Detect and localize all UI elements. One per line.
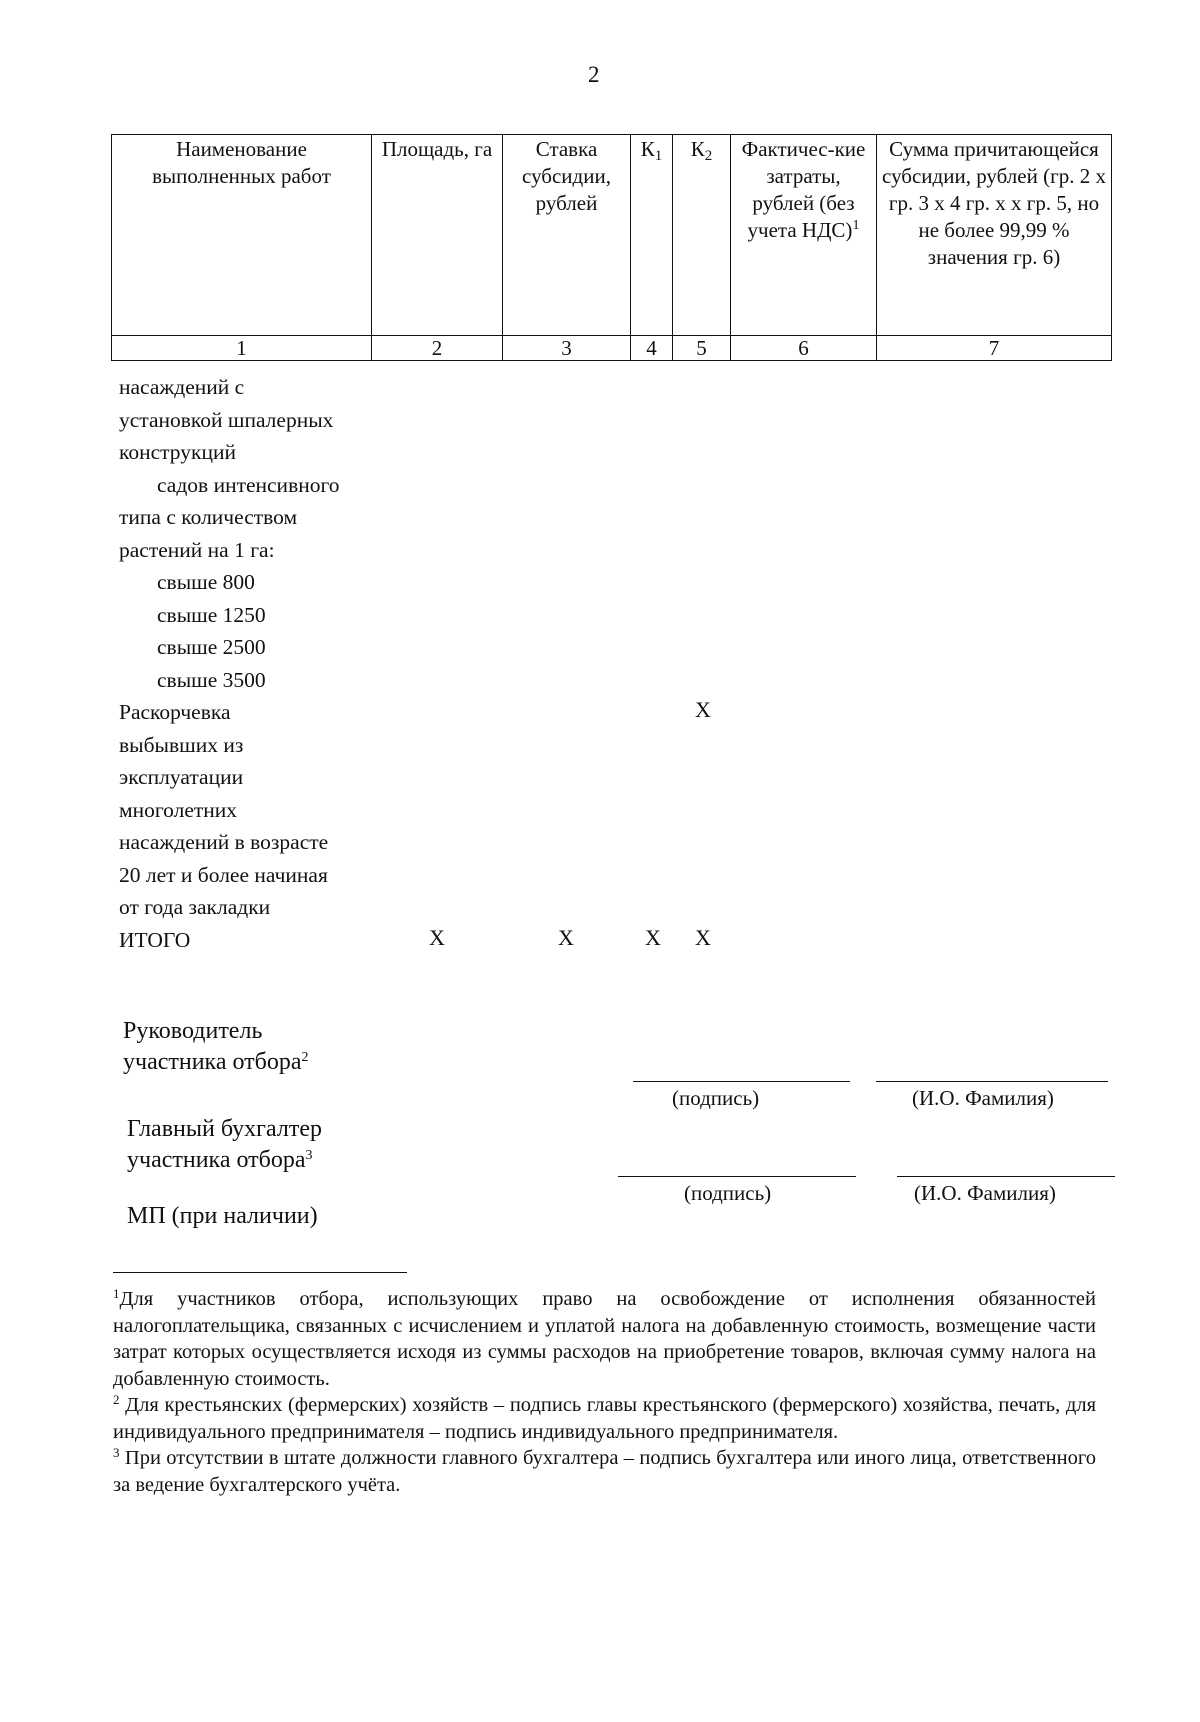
stamp-label: МП (при наличии)	[127, 1203, 318, 1229]
row-text-line: многолетних	[119, 797, 238, 822]
column-number: 2	[372, 336, 503, 361]
itogo-label: ИТОГО	[119, 927, 191, 952]
accountant-signature-caption: (подпись)	[684, 1181, 772, 1205]
column-number: 4	[631, 336, 673, 361]
page-number: 2	[588, 62, 600, 87]
accountant-name-caption: (И.О. Фамилия)	[914, 1181, 1056, 1205]
row-text-line: садов интенсивного	[157, 472, 340, 497]
subsidy-table-header	[111, 134, 1112, 361]
row-text-line: свыше 3500	[157, 667, 266, 692]
header-k2: $К_2$	[673, 135, 731, 336]
row-text-line: выбывших из	[119, 732, 244, 757]
row-text-line: типа с количеством	[119, 505, 298, 529]
row-text-line: установкой шпалерных	[119, 407, 334, 432]
itogo-k1-mark: Х	[645, 925, 661, 950]
row-text-line: насаждений в возрасте	[119, 830, 329, 854]
itogo-area-mark: Х	[429, 925, 445, 950]
row-text-line: Раскорчевка	[119, 700, 231, 724]
work-names-column	[119, 371, 340, 956]
row-text-line: растений на 1 га:	[119, 537, 275, 562]
footnote-3: $^3$ При отсутствии в штате должности главного бухгалтера – подпись бухгалтера или иного лица, ответственного за ведение бухгалтерского учёта.	[113, 1445, 1097, 1496]
footnote-1: $^1$Для участников отбора, использующих право на освобождение от исполнения обязанностей налогоплательщика, связанных с исчислением и уплатой налога на добавленную стоимость, возмещение части затрат которых осуществляется исходя из суммы расходов на приобретение товаров, включая сумму налога на добавленную стоимость.	[113, 1286, 1096, 1390]
footnote-2: $^2$ Для крестьянских (фермерских) хозяйств – подпись главы крестьянского (фермерского) хозяйства, печать, для индивидуального предпринимателя – подпись индивидуального предпринимателя.	[113, 1392, 1097, 1443]
footnotes	[113, 1286, 1096, 1498]
header-area: Площадь, га	[372, 135, 503, 336]
raskorchevka-k2-mark: Х	[695, 697, 711, 722]
header-rate: Ставка субсидии, рублей	[503, 135, 631, 336]
head-signature-line	[633, 1081, 850, 1082]
header-k1: $К_1$	[631, 135, 673, 336]
itogo-rate-mark: Х	[558, 925, 574, 950]
head-signature-label: Руководитель участника отбора$^2$	[123, 1018, 309, 1075]
column-number: 6	[731, 336, 877, 361]
accountant-signature-label: Главный бухгалтер участника отбора$^3$	[127, 1116, 322, 1173]
table-header-row	[112, 135, 1112, 336]
footnote-separator	[113, 1272, 407, 1273]
itogo-k2-mark: Х	[695, 925, 711, 950]
accountant-signature-line	[618, 1176, 856, 1177]
head-signature-caption: (подпись)	[672, 1086, 760, 1110]
column-number: 5	[673, 336, 731, 361]
accountant-name-line	[897, 1176, 1115, 1177]
column-number: 1	[112, 336, 372, 361]
head-name-line	[876, 1081, 1108, 1082]
header-work-name: Наименование выполненных работ	[112, 135, 372, 336]
row-text-line: от года закладки	[119, 895, 271, 919]
row-text-line: 20 лет и более начиная	[119, 862, 328, 887]
row-text-line: эксплуатации	[119, 765, 244, 789]
header-actual-costs: Фактичес-кие затраты, рублей (без учета НДС)$^1$	[731, 135, 877, 336]
row-text-line: насаждений с	[119, 375, 245, 399]
row-text-line: конструкций	[119, 440, 236, 464]
column-number-row	[112, 336, 1112, 361]
column-number: 3	[503, 336, 631, 361]
row-text-line: свыше 800	[157, 570, 255, 594]
column-number: 7	[877, 336, 1112, 361]
head-name-caption: (И.О. Фамилия)	[912, 1086, 1054, 1110]
row-text-line: свыше 1250	[157, 602, 266, 627]
row-text-line: свыше 2500	[157, 635, 266, 659]
header-subsidy-sum: Сумма причитающейся субсидии, рублей (гр. 2 х гр. 3 х 4 гр. х х гр. 5, но не более 99,99 % значения гр. 6)	[877, 135, 1112, 336]
